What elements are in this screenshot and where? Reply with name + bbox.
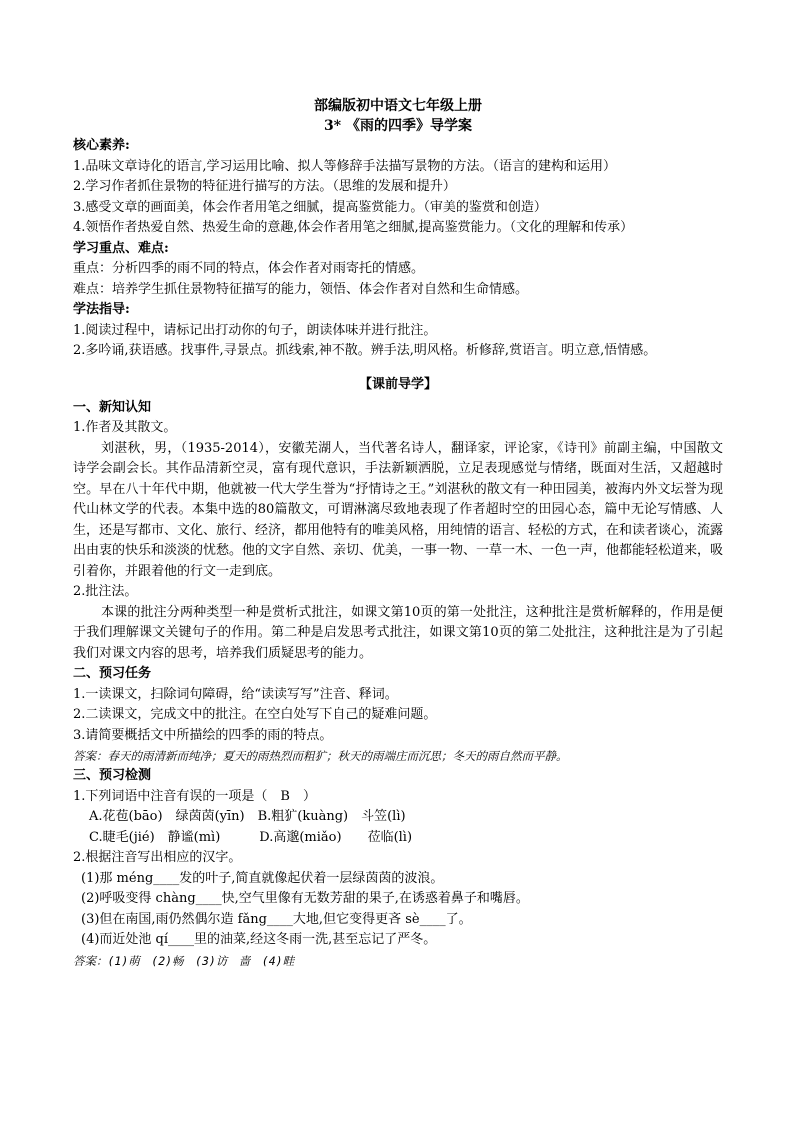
section3-heading: 三、预习检测 <box>73 768 152 783</box>
doc-title-line2: 3* 《雨的四季》导学案 <box>324 118 472 134</box>
question-2-item: (3)但在南国,雨仍然偶尔造 fǎng____大地,但它变得更吝 sè____了。 <box>81 911 472 927</box>
core-item-2: 2.学习作者抓住景物的特征进行描写的方法。（思维的发展和提升） <box>73 179 456 194</box>
keypoints-difficulty: 难点：培养学生抓住景物特征描写的能力，领悟、体会作者对自然和生命情感。 <box>73 281 529 297</box>
question-2-item: (1)那 méng____发的叶子,简直就像起伏着一层绿茵茵的波浪。 <box>81 870 444 886</box>
question-1-option-row: A.花苞(bāo) 绿茵茵(yīn) B.粗犷(kuàng) 斗笠(lì) <box>89 809 406 824</box>
question-2-item: (4)而近处池 qí____里的油菜,经这冬雨一洗,甚至忘记了严冬。 <box>81 932 437 947</box>
question-1-option-row: C.睫毛(jié) 静谧(mì) D.高邈(miǎo) 莅临(lì) <box>89 829 413 845</box>
question-2: 2.根据注音写出相应的汉字。 <box>73 850 242 865</box>
section1-heading: 一、新知认知 <box>73 399 152 415</box>
task-answer: 答案：春天的雨清新而纯净；夏天的雨热烈而粗犷；秋天的雨端庄而沉思；冬天的雨自然而平静。 <box>73 749 568 763</box>
document-page <box>73 96 723 971</box>
keypoints-heading: 学习重点、难点: <box>73 240 169 256</box>
core-item-1: 1.品味文章诗化的语言,学习运用比喻、拟人等修辞手法描写景物的方法。（语言的建构和运用） <box>73 158 617 174</box>
method-heading: 学法指导: <box>73 302 130 317</box>
method-item-1: 1.阅读过程中，请标记出打动你的句子，朗读体味并进行批注。 <box>73 322 437 338</box>
section2-heading: 二、预习任务 <box>73 666 152 681</box>
author-paragraph: 刘湛秋，男，（1935-2014），安徽芜湖人，当代著名诗人，翻译家，评论家，《诗刊》前副主编，中国散文诗学会副会长。其作品清新空灵，富有现代意识，手法新颖洒脱，立足表现感觉与情绪，既面对生活，又超越时空。早在八十年代中期，他就被一代大学生誉为“抒情诗之王。”刘湛秋的散文有一种田园美，被海内外文坛誉为现代山林文学的代表。本集中选的80篇散文，可谓淋漓尽致地表现了作者超时空的田园心态，篇中无论写情感、人生，还是写都市、文化、旅行、经济，都用他特有的唯美风格，用纯情的语言、轻松的方式，在和读者谈心，流露出由衷的快乐和淡淡的忧愁。他的文字自然、亲切、优美，一事一物、一草一木、一色一声，他都能轻松道来，吸引着你，并跟着他的行文一走到底。 <box>73 440 724 579</box>
core-heading: 核心素养: <box>73 138 130 153</box>
core-item-4: 4.领悟作者热爱自然、热爱生命的意趣,体会作者用笔之细腻,提高鉴赏能力。（文化的理解和传承） <box>73 220 634 235</box>
author-heading: 1.作者及其散文。 <box>73 420 177 435</box>
task-item-2: 2.二读课文，完成文中的批注。在空白处写下自己的疑难问题。 <box>73 707 437 722</box>
annotation-heading: 2.批注法。 <box>73 584 138 599</box>
question-2-answer: 答案：(1)萌 (2)畅 (3)访 啬 (4)畦 <box>73 953 295 968</box>
task-item-3: 3.请简要概括文中所描绘的四季的雨的特点。 <box>73 727 333 743</box>
method-item-2: 2.多吟诵,获语感。找事件,寻景点。抓线索,神不散。辨手法,明风格。析修辞,赏语言。明立意,悟情感。 <box>73 343 657 358</box>
keypoints-focus: 重点：分析四季的雨不同的特点，体会作者对雨寄托的情感。 <box>73 261 425 276</box>
task-item-1: 1.一读课文，扫除词句障碍，给“读读写写”注音、释词。 <box>73 686 398 702</box>
doc-title-line1: 部编版初中语文七年级上册 <box>314 98 482 114</box>
question-1: 1.下列词语中注音有误的一项是（ B ） <box>73 788 316 804</box>
annotation-paragraph: 本课的批注分两种类型一种是赏析式批注，如课文第10页的第一处批注，这种批注是赏析解释的，作用是便于我们理解课文关键句子的作用。第二种是启发思考式批注，如课文第10页的第二处批注，这种批注是为了引起我们对课文内容的思考，培养我们质疑思考的能力。 <box>73 604 723 661</box>
core-item-3: 3.感受文章的画面美，体会作者用笔之细腻，提高鉴赏能力。（审美的鉴赏和创造） <box>73 199 547 215</box>
preclass-heading: 【课前导学】 <box>358 376 437 392</box>
question-2-item: (2)呼吸变得 chàng____快,空气里像有无数芳甜的果子,在诱惑着鼻子和嘴唇。 <box>81 891 529 906</box>
